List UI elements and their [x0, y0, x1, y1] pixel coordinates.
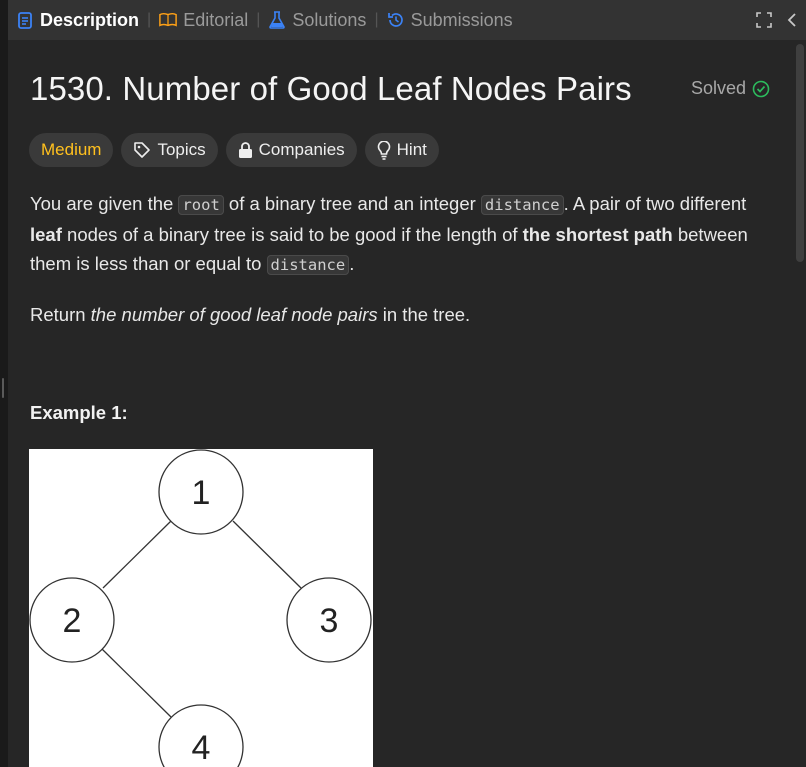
topics-button[interactable]	[121, 133, 217, 167]
tree-node-label: 1	[191, 474, 211, 512]
solved-status	[691, 78, 770, 99]
hint-button[interactable]	[365, 133, 439, 167]
tab-submissions-label: Submissions	[410, 9, 513, 30]
book-icon	[159, 11, 177, 29]
text-span: .	[349, 253, 355, 274]
resize-handle[interactable]	[2, 378, 4, 398]
companies-button[interactable]	[226, 133, 357, 167]
binary-tree-diagram	[29, 449, 373, 767]
return-paragraph	[30, 300, 770, 329]
history-icon	[387, 11, 405, 29]
topics-label: Topics	[157, 140, 206, 159]
example-title: Example 1:	[30, 402, 128, 423]
tab-submissions[interactable]	[379, 0, 521, 40]
emphasis-return: the number of good leaf node pairs	[90, 304, 378, 325]
expand-icon	[756, 12, 772, 28]
emphasis-leaf: leaf	[30, 224, 62, 245]
tabbar-actions	[750, 0, 806, 40]
tab-bar	[8, 0, 806, 40]
tab-editorial[interactable]	[151, 0, 256, 40]
text-span: of a binary tree and an integer	[223, 193, 481, 214]
description-paragraph	[30, 189, 770, 280]
tree-edge	[233, 521, 301, 588]
collapse-panel-button[interactable]	[778, 6, 806, 34]
tab-editorial-label: Editorial	[183, 9, 249, 30]
companies-label: Companies	[258, 140, 345, 159]
text-span: nodes of a binary tree is said to be good if the length of	[61, 224, 523, 245]
text-span: . A pair of two different	[563, 193, 747, 214]
text-span: You are given the	[30, 193, 179, 214]
text-span: between them is less than or equal to	[30, 224, 748, 274]
code-distance: distance	[267, 255, 350, 275]
description-icon	[16, 11, 34, 29]
difficulty-badge[interactable]: Medium	[29, 133, 113, 167]
hint-label: Hint	[396, 140, 427, 159]
tree-edge	[102, 649, 171, 717]
left-gutter	[0, 0, 8, 767]
scrollbar-thumb[interactable]	[796, 44, 804, 262]
tab-description[interactable]	[8, 0, 147, 40]
tab-solutions-label: Solutions	[292, 9, 367, 30]
tab-description-label: Description	[40, 9, 140, 30]
tree-edge	[103, 521, 171, 588]
problem-title[interactable]: 1530. Number of Good Leaf Nodes Pairs	[30, 70, 632, 107]
code-distance: distance	[481, 195, 564, 215]
lock-icon	[238, 142, 253, 159]
tree-node-label: 2	[62, 602, 82, 640]
text-span: Return	[30, 304, 91, 325]
tab-divider: |	[147, 11, 152, 28]
lightbulb-icon	[377, 141, 391, 160]
chevron-left-icon	[786, 12, 798, 28]
problem-description	[30, 189, 770, 349]
tree-node-label: 4	[191, 729, 211, 767]
code-root: root	[178, 195, 223, 215]
emphasis-shortest-path: the shortest path	[522, 224, 673, 245]
tab-divider: |	[256, 11, 261, 28]
tag-row	[29, 133, 439, 167]
tag-icon	[133, 141, 151, 159]
tab-solutions[interactable]	[260, 0, 374, 40]
check-circle-icon	[752, 80, 770, 98]
tab-divider: |	[374, 11, 379, 28]
text-span: in the tree.	[377, 304, 471, 325]
example-tree-image	[29, 449, 373, 767]
solved-label: Solved	[690, 78, 746, 98]
description-panel	[8, 0, 806, 767]
fullscreen-button[interactable]	[750, 6, 778, 34]
flask-icon	[268, 11, 286, 29]
tree-node-label: 3	[319, 602, 339, 640]
